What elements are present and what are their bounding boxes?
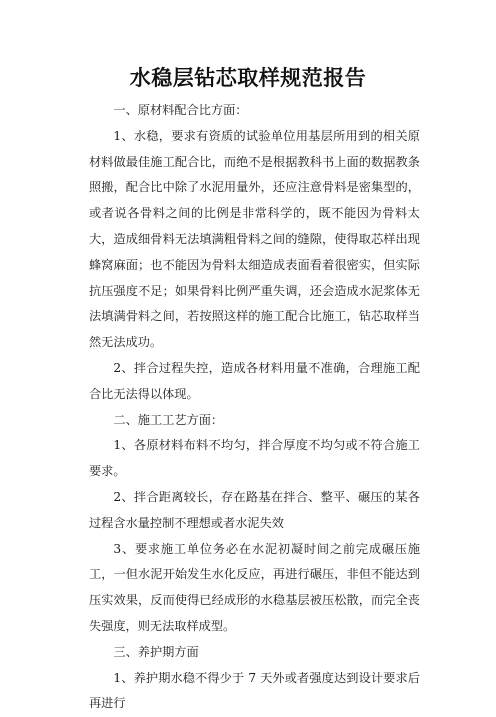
paragraph-curing-period: 1、养护期水稳不得少于 7 天外或者强度达到设计要求后再进行 (89, 670, 420, 711)
paragraph-compaction: 3、要求施工单位务必在水泥初凝时间之前完成碾压施工，一但水泥开始发生水化反应，再进行碾压，非但不能达到压实效果，反而使得已经成形的水稳基层被压松散，而完全丧失强度，则无法取样成型。 (89, 541, 420, 633)
paragraph-distribution: 1、各原材料布料不均匀，拌合厚度不均匀或不符合施工要求。 (89, 438, 420, 479)
document-title: 水稳层钻芯取样规范报告 (129, 66, 367, 90)
document-body (89, 98, 420, 717)
section-heading-materials: 一、原材料配合比方面： (113, 103, 248, 117)
paragraph-mixing-distance: 2、拌合距离较长，存在路基在拌合、整平、碾压的某各过程含水量控制不理想或者水泥失效 (89, 489, 420, 530)
section-heading-curing: 三、养护期方面 (113, 644, 199, 659)
section-heading-process: 二、施工工艺方面： (113, 412, 224, 427)
paragraph-mix-ratio: 1、水稳，要求有资质的试验单位用基层所用到的相关原材料做最佳施工配合比，而绝不是根据教科书上面的数据教条照搬，配合比中除了水泥用量外，还应注意骨料是密集型的，或者说各骨料之间的比例是非常科学的，既不能因为骨料太大，造成细骨料无法填满粗骨料之间的缝隙，使得取芯样出现蜂窝麻面；也不能因为骨料太细造成表面看着很密实，但实际抗压强度不足；如果骨料比例严重失调，还会造成水泥浆体无法填满骨料之间，若按照这样的施工配合比施工，钻芯取样当然无法成功。 (89, 128, 420, 350)
paragraph-mixing-control: 2、拌合过程失控，造成各材料用量不准确，合理施工配合比无法得以体现。 (89, 360, 420, 401)
